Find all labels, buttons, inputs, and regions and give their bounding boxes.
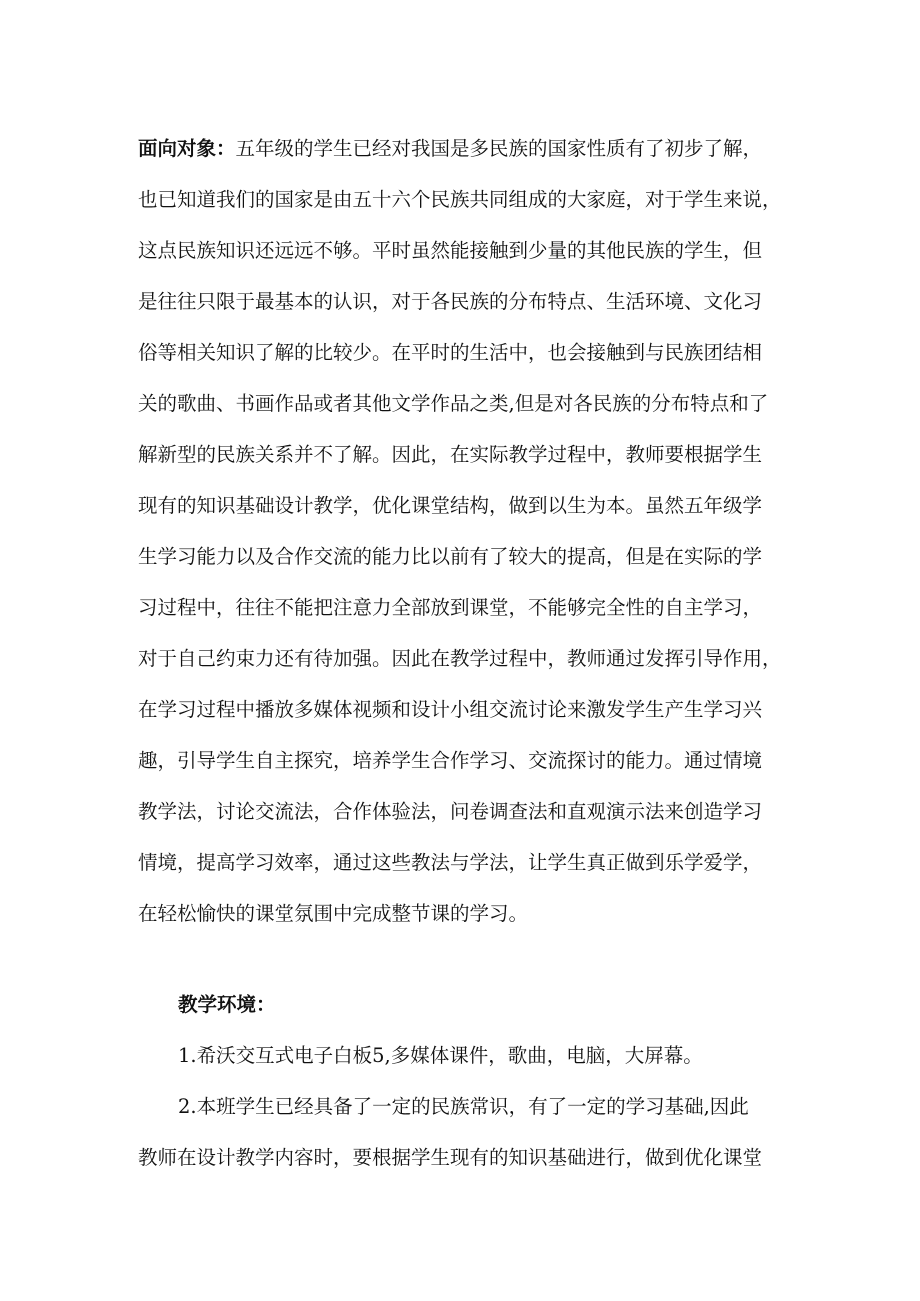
section-heading-environment: 教学环境： xyxy=(178,993,276,1016)
paragraph-line: 现有的知识基础设计教学，优化课堂结构，做到以生为本。虽然五年级学 xyxy=(138,494,763,517)
paragraph-line: 也已知道我们的国家是由五十六个民族共同组成的大家庭，对于学生来说， xyxy=(138,188,782,211)
paragraph-line: 在轻松愉快的课堂氛围中完成整节课的学习。 xyxy=(138,902,529,925)
paragraph-text: 五年级的学生已经对我国是多民族的国家性质有了初步了解， xyxy=(235,137,763,160)
paragraph-line: 解新型的民族关系并不了解。因此，在实际教学过程中，教师要根据学生 xyxy=(138,443,763,466)
paragraph-line: 教师在设计教学内容时，要根据学生现有的知识基础进行，做到优化课堂 xyxy=(138,1146,763,1169)
paragraph-line: 习过程中，往往不能把注意力全部放到课堂，不能够完全性的自主学习， xyxy=(138,596,763,619)
list-item: 1.希沃交互式电子白板5,多媒体课件，歌曲，电脑，大屏幕。 xyxy=(178,1044,703,1067)
section-heading-audience: 面向对象： xyxy=(138,137,236,160)
list-item: 2.本班学生已经具备了一定的民族常识，有了一定的学习基础,因此 xyxy=(178,1095,749,1118)
paragraph-line: 情境，提高学习效率，通过这些教法与学法，让学生真正做到乐学爱学， xyxy=(138,851,763,874)
paragraph-line: 在学习过程中播放多媒体视频和设计小组交流讨论来激发学生产生学习兴 xyxy=(138,698,763,721)
paragraph-line: 趣，引导学生自主探究，培养学生合作学习、交流探讨的能力。通过情境 xyxy=(138,749,763,772)
paragraph-line: 对于自己约束力还有待加强。因此在教学过程中，教师通过发挥引导作用， xyxy=(138,647,782,670)
paragraph-line: 是往往只限于最基本的认识，对于各民族的分布特点、生活环境、文化习 xyxy=(138,290,763,313)
paragraph-line: 俗等相关知识了解的比较少。在平时的生活中，也会接触到与民族团结相 xyxy=(138,341,763,364)
paragraph-line: 关的歌曲、书画作品或者其他文学作品之类,但是对各民族的分布特点和了 xyxy=(138,392,769,415)
paragraph-line: 教学法，讨论交流法，合作体验法，问卷调查法和直观演示法来创造学习 xyxy=(138,800,763,823)
paragraph-line xyxy=(138,135,762,163)
paragraph-line: 这点民族知识还远远不够。平时虽然能接触到少量的其他民族的学生，但 xyxy=(138,239,763,262)
paragraph-line: 生学习能力以及合作交流的能力比以前有了较大的提高，但是在实际的学 xyxy=(138,545,763,568)
